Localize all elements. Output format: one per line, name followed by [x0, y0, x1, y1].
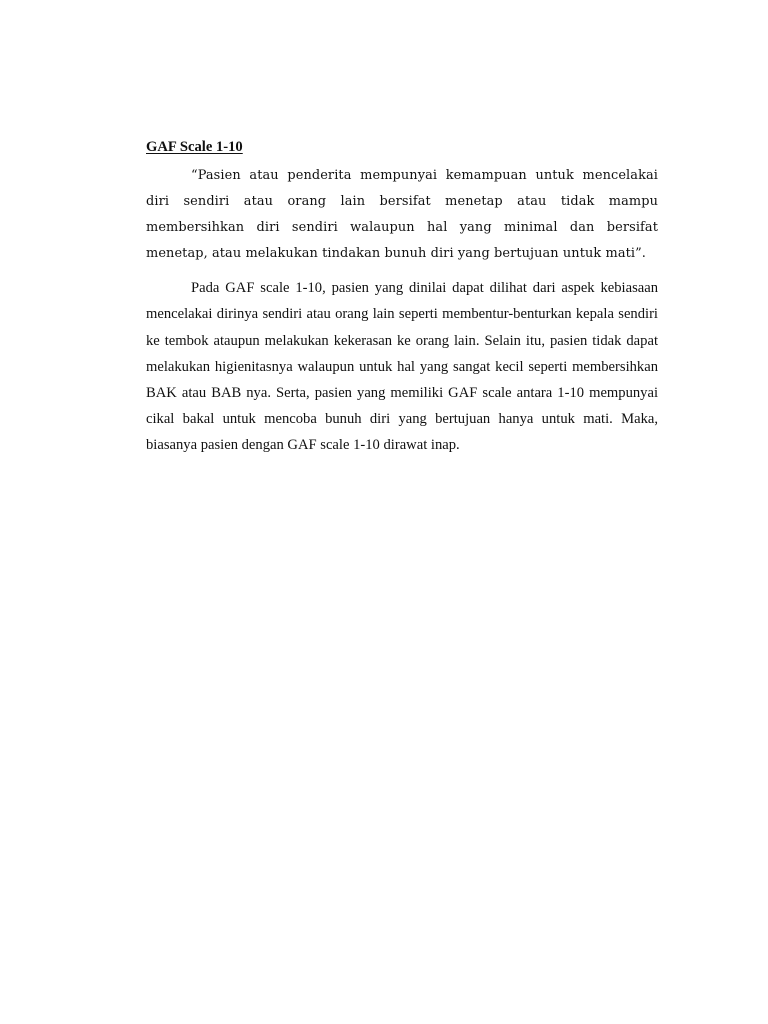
- document-body: [146, 136, 658, 458]
- quote-paragraph: “Pasien atau penderita mempunyai kemampuan untuk mencelakai diri sendiri atau orang lain bersifat menetap atau tidak mampu membersihkan diri sendiri walaupun hal yang minimal dan bersifat menetap, atau melakukan tindakan bunuh diri yang bertujuan untuk mati”.: [146, 168, 658, 262]
- body-paragraph: Pada GAF scale 1-10, pasien yang dinilai dapat dilihat dari aspek kebiasaan mencelakai dirinya sendiri atau orang lain seperti membentur-benturkan kepala sendiri ke tembok ataupun melakukan kekerasan ke orang lain. Selain itu, pasien tidak dapat melakukan higienitasnya walaupun untuk hal yang sangat kecil seperti membersihkan BAK atau BAB nya. Serta, pasien yang memiliki GAF scale antara 1-10 mempunyai cikal bakal untuk mencoba bunuh diri yang bertujuan hanya untuk mati. Maka, biasanya pasien dengan GAF scale 1-10 dirawat inap.: [146, 280, 658, 453]
- section-heading: GAF Scale 1-10: [146, 139, 243, 155]
